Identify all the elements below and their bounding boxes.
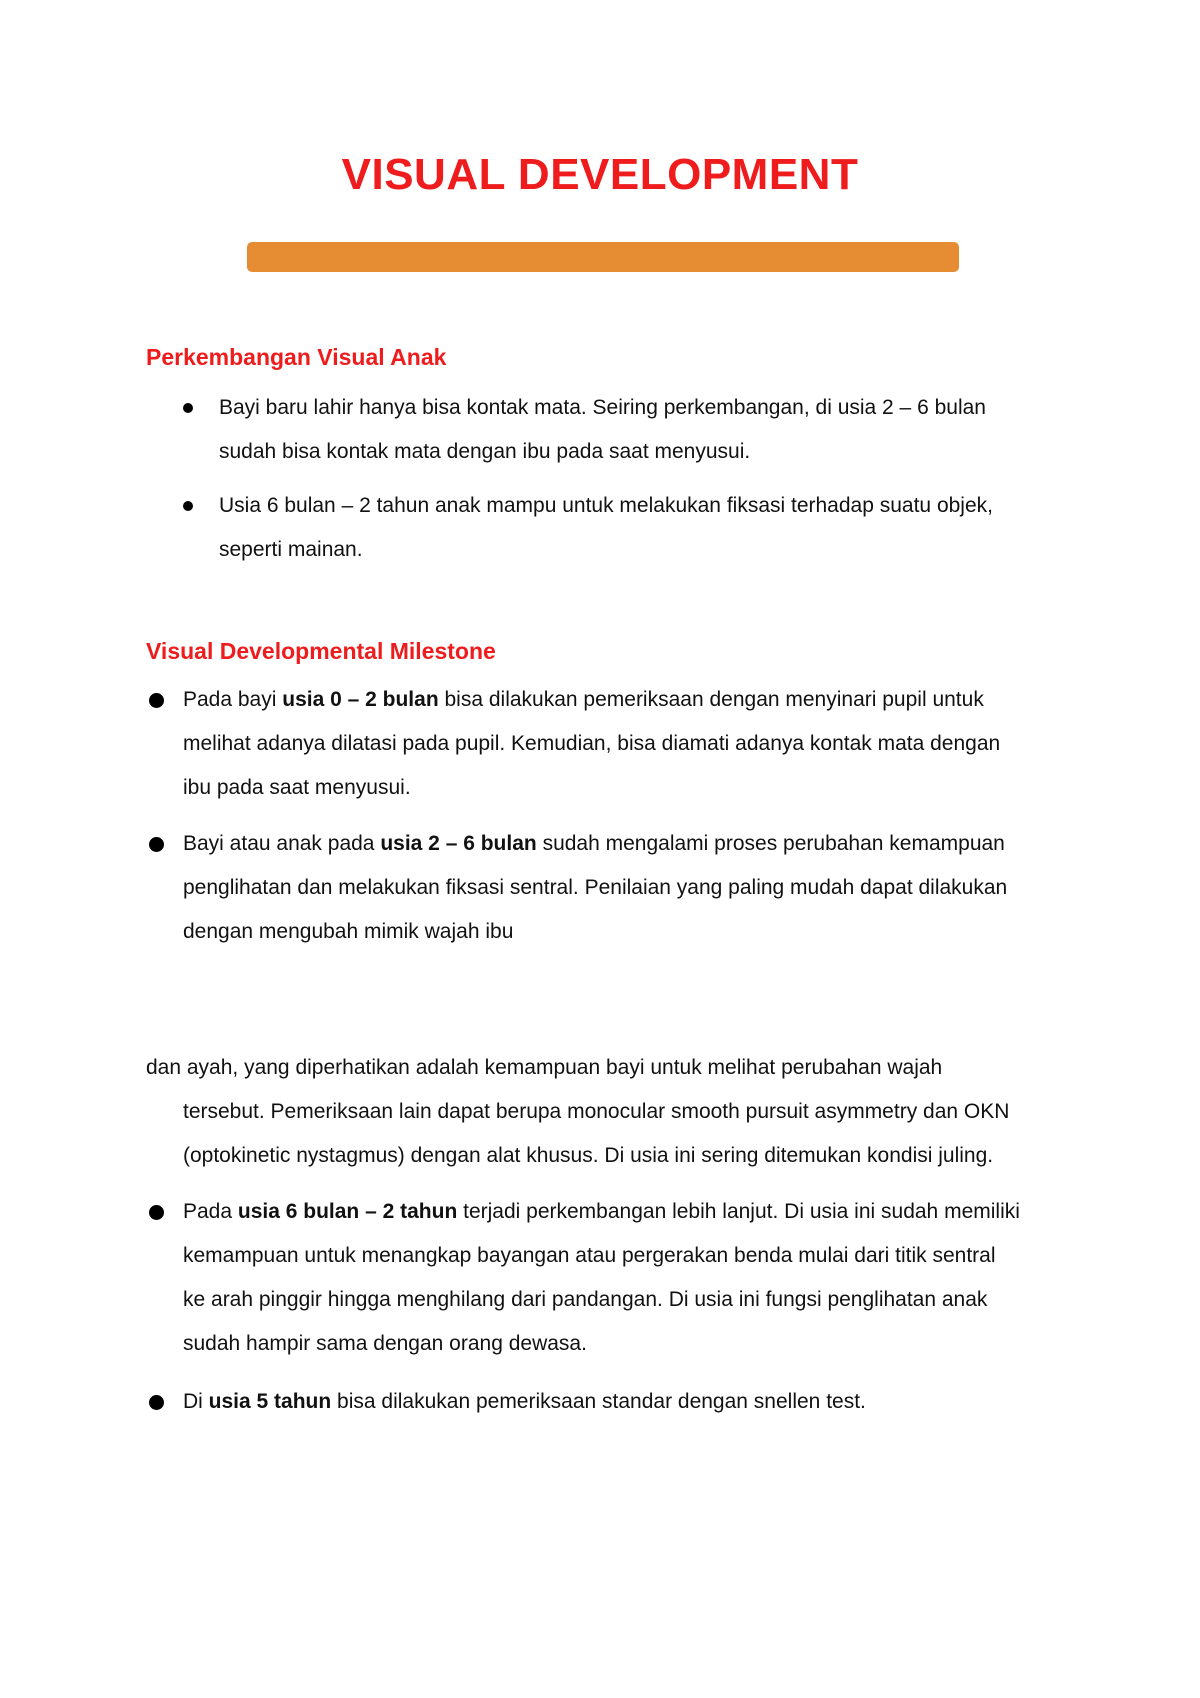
- bullet-icon: [149, 1205, 164, 1220]
- bullet-icon: [149, 1395, 164, 1410]
- list-item-text: bisa dilakukan pemeriksaan standar dengan snellen test.: [331, 1390, 866, 1413]
- page-title: VISUAL DEVELOPMENT: [341, 150, 859, 199]
- section-heading-milestone: Visual Developmental Milestone: [146, 638, 496, 664]
- list-item-text: penglihatan dan melakukan fiksasi sentral. Penilaian yang paling mudah dapat dilakukan: [183, 876, 1008, 899]
- bullet-icon: [183, 501, 193, 511]
- list-item-text: terjadi perkembangan lebih lanjut. Di usia ini sudah memiliki: [457, 1200, 1020, 1223]
- list-item-text: ibu pada saat menyusui.: [183, 776, 411, 799]
- paragraph-text: dan ayah, yang diperhatikan adalah kemampuan bayi untuk melihat perubahan wajah: [146, 1056, 943, 1079]
- list-item-text: kemampuan untuk menangkap bayangan atau pergerakan benda mulai dari titik sentral: [183, 1244, 996, 1267]
- list-item-text: melihat adanya dilatasi pada pupil. Kemudian, bisa diamati adanya kontak mata dengan: [183, 732, 1001, 755]
- continuation-paragraph: [146, 1046, 1086, 1178]
- bullet-icon: [183, 403, 193, 413]
- list-item-text: Di: [183, 1390, 209, 1413]
- list-item-text: Pada bayi: [183, 688, 283, 711]
- list-item-text: sudah hampir sama dengan orang dewasa.: [183, 1332, 587, 1355]
- list-item-text: seperti mainan.: [219, 538, 363, 561]
- list-item: [183, 822, 1073, 954]
- paragraph-text: tersebut. Pemeriksaan lain dapat berupa monocular smooth pursuit asymmetry dan OKN: [183, 1100, 1010, 1123]
- list-item-text: dengan mengubah mimik wajah ibu: [183, 920, 514, 943]
- list-item: [219, 484, 1059, 572]
- list-item-text: Pada: [183, 1200, 238, 1223]
- bullet-icon: [149, 693, 164, 708]
- list-item-text: sudah bisa kontak mata dengan ibu pada saat menyusui.: [219, 440, 751, 463]
- list-item-text: Bayi baru lahir hanya bisa kontak mata. Seiring perkembangan, di usia 2 – 6 bulan: [219, 396, 986, 419]
- bullet-icon: [149, 837, 164, 852]
- age-range-bold: usia 6 bulan – 2 tahun: [237, 1200, 458, 1223]
- list-item: [219, 386, 1059, 474]
- title-underline-bar: [247, 242, 959, 272]
- age-range-bold: usia 0 – 2 bulan: [282, 688, 439, 711]
- list-item-text: sudah mengalami proses perubahan kemampuan: [536, 832, 1005, 855]
- age-range-bold: usia 5 tahun: [208, 1390, 332, 1413]
- list-item: [183, 1190, 1073, 1366]
- list-item-text: bisa dilakukan pemeriksaan dengan menyinari pupil untuk: [438, 688, 984, 711]
- list-item-text: Usia 6 bulan – 2 tahun anak mampu untuk melakukan fiksasi terhadap suatu objek,: [219, 494, 993, 517]
- list-item-text: ke arah pinggir hingga menghilang dari pandangan. Di usia ini fungsi penglihatan anak: [183, 1288, 988, 1311]
- age-range-bold: usia 2 – 6 bulan: [380, 832, 537, 855]
- paragraph-text: (optokinetic nystagmus) dengan alat khusus. Di usia ini sering ditemukan kondisi juling.: [183, 1144, 994, 1167]
- list-item: [183, 1380, 1073, 1424]
- list-item: [183, 678, 1073, 810]
- section-heading-perkembangan: Perkembangan Visual Anak: [146, 344, 447, 370]
- list-item-text: Bayi atau anak pada: [183, 832, 381, 855]
